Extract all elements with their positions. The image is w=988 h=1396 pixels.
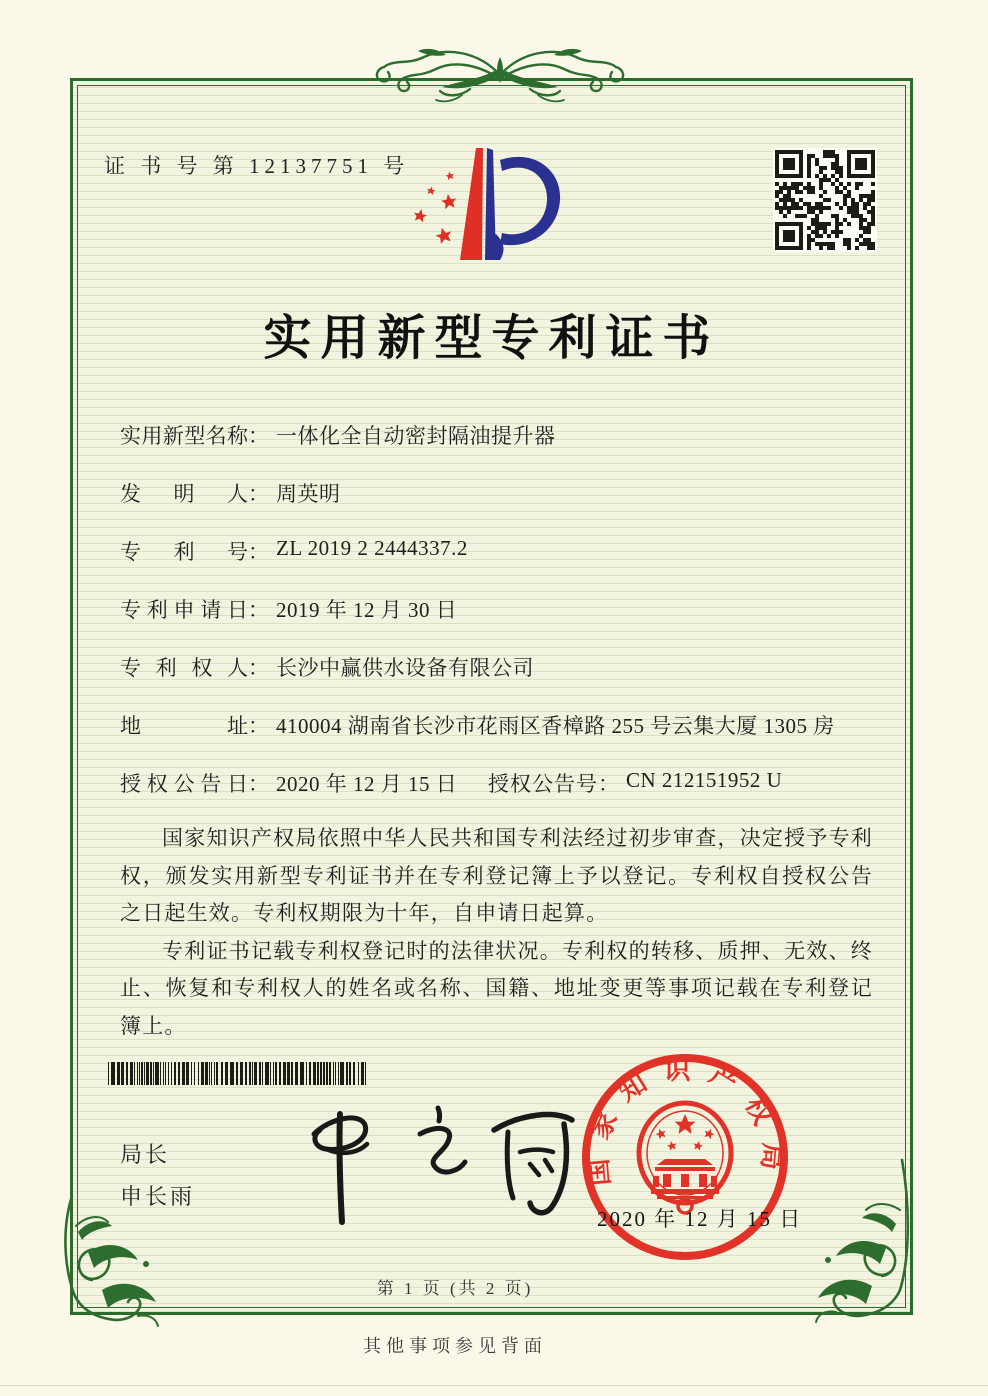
legal-text (120, 820, 873, 1045)
official-seal (575, 1047, 795, 1267)
back-side-note: 其他事项参见背面 (363, 1336, 547, 1356)
field-colon: ： (248, 482, 269, 506)
qr-code (773, 148, 877, 252)
signer-title: 局长 (120, 1142, 171, 1167)
signer-block (120, 1134, 195, 1218)
field-row-inventor (120, 478, 880, 506)
signature-handwriting (268, 1098, 578, 1233)
field-row-address (120, 710, 880, 738)
field-colon: ： (248, 424, 269, 448)
national-emblem-icon (639, 1103, 731, 1213)
seal-date: 2020 年 12 月 15 日 (597, 1207, 803, 1231)
field-colon: ： (248, 772, 269, 796)
field-label: 专利申请日 (120, 598, 248, 622)
field-list (120, 420, 880, 826)
field-colon: ： (248, 714, 269, 738)
grant-number-value: CN 212151952 U (626, 768, 783, 792)
field-label: 发明人 (120, 482, 248, 506)
legal-paragraph-2: 专利证书记载专利权登记时的法律状况。专利权的转移、质押、无效、终止、恢复和专利权人的姓名或名称、国籍、地址变更等事项记载在专利登记簿上。 (120, 938, 873, 1038)
field-label: 地址 (120, 714, 248, 738)
field-value: 2020 年 12 月 15 日 (276, 772, 458, 796)
field-row-patentee (120, 652, 880, 680)
signer-name: 申长雨 (120, 1184, 196, 1209)
field-label: 授权公告日 (120, 772, 248, 796)
field-row-name (120, 420, 880, 448)
field-row-patent-no (120, 536, 880, 564)
grant-number-group (488, 768, 782, 798)
bottom-right-ornament-icon (796, 1158, 916, 1328)
certificate-title: 实用新型专利证书 (263, 312, 720, 365)
field-value: 长沙中赢供水设备有限公司 (276, 656, 534, 680)
field-label: 实用新型名称 (120, 424, 248, 448)
page-bottom-edge (0, 1385, 988, 1386)
field-label: 专利权人 (120, 656, 248, 680)
field-row-grant-date (120, 768, 880, 796)
field-colon: ： (248, 540, 269, 564)
cnipa-logo-icon (408, 140, 573, 268)
field-value: 周英明 (276, 482, 341, 506)
field-colon: ： (248, 598, 269, 622)
field-colon: ： (598, 772, 619, 796)
seal-circular-text: 国家知识产权局 (581, 1055, 789, 1188)
legal-paragraph-1: 国家知识产权局依照中华人民共和国专利法经过初步审查，决定授予专利权，颁发实用新型专利证书并在专利登记簿上予以登记。专利权自授权公告之日起生效。专利权期限为十年，自申请日起算。 (120, 826, 873, 925)
field-row-filing-date (120, 594, 880, 622)
field-value: 一体化全自动密封隔油提升器 (276, 424, 556, 448)
field-colon: ： (248, 656, 269, 680)
page-number: 第 1 页 (共 2 页) (376, 1279, 534, 1298)
top-ornament-icon (350, 45, 650, 109)
field-value: ZL 2019 2 2444337.2 (276, 536, 468, 560)
field-value: 2019 年 12 月 30 日 (276, 598, 458, 622)
grant-number-label: 授权公告号 (488, 772, 598, 796)
field-label: 专利号 (120, 540, 248, 564)
certificate-number: 证 书 号 第 12137751 号 (104, 154, 410, 178)
field-value: 410004 湖南省长沙市花雨区香樟路 255 号云集大厦 1305 房 (276, 714, 835, 738)
barcode (108, 1062, 370, 1085)
